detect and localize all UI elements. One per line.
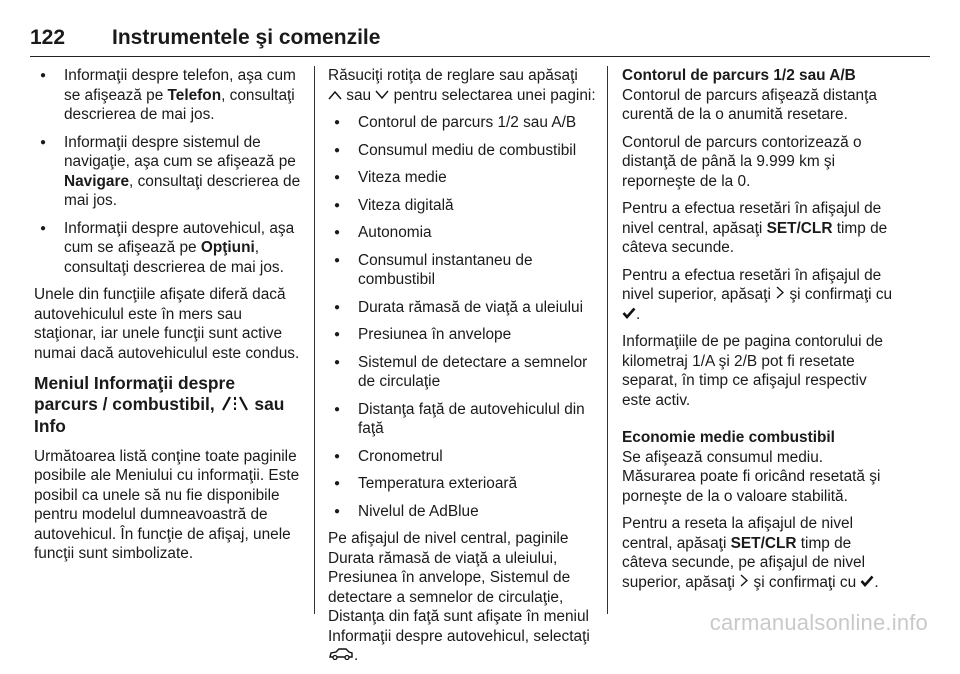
list-item: ● Informaţii despre telefon, aşa cum se afişează pe Telefon, consultaţi descrierea de mai jos. [34, 66, 302, 125]
list-item: ● Cronometrul [328, 447, 596, 467]
chevron-down-icon [375, 86, 389, 106]
page-list [328, 113, 596, 521]
list-item: ● Durata rămasă de viaţă a uleiului [328, 298, 596, 318]
subsection-heading: Economie medie combustibil [622, 429, 835, 447]
list-item: ● Viteza medie [328, 168, 596, 188]
column-1 [34, 66, 302, 572]
check-icon [860, 573, 874, 593]
section-heading: Meniul Informaţii despre parcurs / combustibil, sau Info [34, 373, 285, 436]
paragraph: Pentru a efectua resetări în afişajul de nivel central, apăsaţi SET/CLR timp de câteva secunde. [622, 200, 888, 256]
paragraph: Următoarea listă conţine toate paginile posibile ale Meniului cu informaţii. Este posibil ca unele să nu fie disponibile pentru modelul dumneavoastră de autovehicul. În funcţie de afişaj, unele funcţii sunt simbolizate. [34, 447, 300, 563]
road-info-icon [220, 395, 250, 416]
column-3 [622, 66, 894, 601]
spacer [622, 418, 894, 428]
list-item: ● Viteza digitală [328, 196, 596, 216]
list-item: ● Autonomia [328, 223, 596, 243]
header-rule [30, 56, 930, 57]
list-item: ● Consumul mediu de combustibil [328, 141, 596, 161]
paragraph: Unele din funcţiile afişate diferă dacă autovehiculul este în mers sau staţionar, iar unele funcţii sunt active numai dacă autovehiculul este condus. [34, 286, 300, 362]
list-item: ● Contorul de parcurs 1/2 sau A/B [328, 113, 596, 133]
subsection-heading: Contorul de parcurs 1/2 sau A/B [622, 67, 856, 84]
list-item: ● Presiunea în anvelope [328, 325, 596, 345]
column-divider [607, 66, 608, 614]
paragraph: Răsuciţi rotiţa de reglare sau apăsaţi sau pentru selectarea unei pagini: [328, 67, 596, 104]
info-source-list [34, 66, 302, 277]
page-header [30, 26, 930, 50]
paragraph: Informaţiile de pe pagina contorului de kilometraj 1/A şi 2/B pot fi resetate separat, în timp ce afişajul respectiv este activ. [622, 333, 883, 409]
column-divider [314, 66, 315, 614]
column-2 [328, 66, 596, 674]
paragraph: Pentru a efectua resetări în afişajul de nivel superior, apăsaţi şi confirmaţi cu . [622, 266, 893, 323]
watermark: carmanualsonline.info [709, 610, 928, 635]
paragraph: Se afişează consumul mediu. Măsurarea poate fi oricând resetată şi porneşte de la o valoare stabilită. [622, 448, 881, 505]
check-icon [622, 305, 636, 325]
list-item: ● Temperatura exterioară [328, 474, 596, 494]
list-item: ● Distanţa faţă de autovehiculul din faţă [328, 400, 596, 439]
paragraph: Contorul de parcurs afişează distanţa curentă de la o anumită resetare. [622, 86, 877, 123]
paragraph: Contorul de parcurs contorizează o distanţă de până la 9.999 km şi reporneşte de la 0. [622, 133, 862, 190]
chapter-title: Instrumentele şi comenzile [112, 26, 381, 49]
list-item: ● Informaţii despre sistemul de navigaţie, aşa cum se afişează pe Navigare, consultaţi descrierea de mai jos. [34, 133, 302, 211]
chevron-right-icon [739, 573, 749, 593]
page-number: 122 [30, 26, 66, 49]
paragraph: Pe afişajul de nivel central, paginile Durata rămasă de viaţă a uleiului, Presiunea în anvelope, Sistemul de detectare a semnelor de circulaţie, Distanţa din faţă sunt afişate în meniul Informaţii despre autovehicul, selectaţi . [328, 530, 590, 665]
chevron-right-icon [775, 285, 785, 305]
chevron-up-icon [328, 86, 342, 106]
paragraph: Pentru a reseta la afişajul de nivel central, apăsaţi SET/CLR timp de câteva secunde, pe afişajul de nivel superior, apăsaţi şi confirmaţi cu . [622, 515, 879, 591]
list-item: ● Nivelul de AdBlue [328, 502, 596, 522]
list-item: ● Sistemul de detectare a semnelor de circulaţie [328, 353, 596, 392]
list-item: ● Consumul instantaneu de combustibil [328, 251, 596, 290]
car-icon [328, 646, 354, 666]
list-item: ● Informaţii despre autovehicul, aşa cum se afişează pe Opţiuni, consultaţi descrierea de mai jos. [34, 219, 302, 278]
